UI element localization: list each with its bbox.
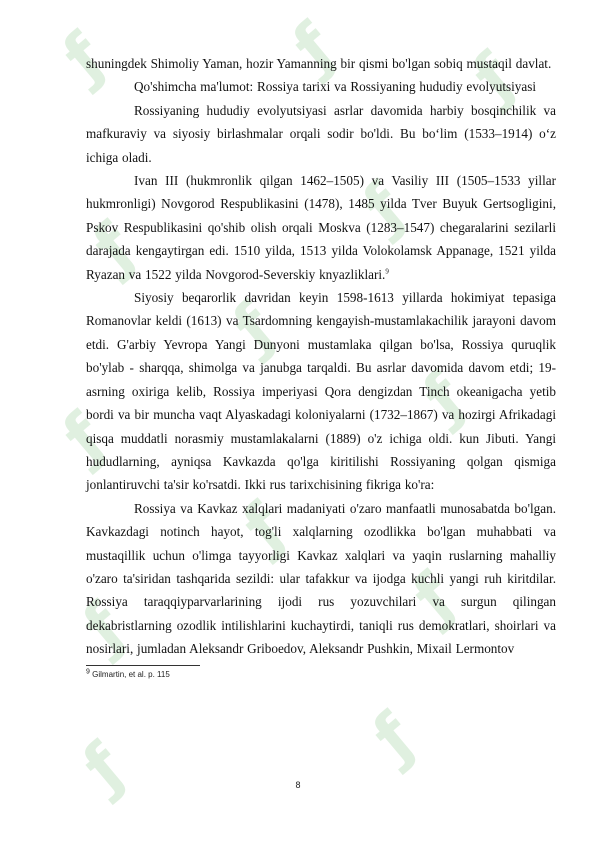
paragraph-see-also: Qo'shimcha ma'lumot: Rossiya tarixi va Rossiyaning hududiy evolyutsiyasi xyxy=(134,79,537,95)
watermark-logo: ƒ xyxy=(349,169,421,245)
watermark-logo: ƒ xyxy=(49,399,121,475)
watermark-logo: ƒ xyxy=(229,489,301,565)
watermark-logo: ƒ xyxy=(79,209,151,285)
page-number: 8 xyxy=(295,780,301,790)
watermark-logo: ƒ xyxy=(409,359,481,435)
watermark-logo: ƒ xyxy=(459,39,531,115)
paragraph-caucasus-culture: Rossiya va Kavkaz xalqlari madaniyati o'zaro manfaatli munosabatda bo'lgan. Kavkazdagi notinch hayot, tog'li xalqlarning ozodlikka bo'lgan muhabbati va mustaqillik uchun o'limga tayyorligi Kavkaz xalqlari va yaqin ruslarning mahalliy o'zaro ta'siridan tashqarida sezildi: ular tafakkur va ijodga kuchli yangi ruh kiritdilar. Rossiya taraqqiyparvarlarining ijodi rus yozuvchilari va surgun qilingan dekabristlarning ozodlik intilishlarini kuchaytirdi, taniqli rus demokratlari, shoirlari va nosirlari, jumladan Aleksandr Griboedov, Aleksandr Pushkin, Mixail Lermontov xyxy=(86,500,556,657)
watermark-logo: ƒ xyxy=(399,559,471,635)
paragraph-territorial-evolution: Rossiyaning hududiy evolyutsiyasi asrlar davomida harbiy bosqinchilik va mafkuraviy va siyosiy birlashmalar orqali sodir bo'ldi. Bu bo‘lim (1533–1914) o‘z ichiga oladi. xyxy=(86,102,556,165)
watermark-logo: ƒ xyxy=(279,9,351,85)
paragraph-continuation: shuningdek Shimoliy Yaman, hozir Yamanning bir qismi bo'lgan sobiq mustaqil davlat. xyxy=(86,56,552,71)
watermark-logo: ƒ xyxy=(69,589,141,665)
watermark-logo: ƒ xyxy=(359,699,431,775)
footnote xyxy=(86,669,556,681)
paragraph-romanovs: Siyosiy beqarorlik davridan keyin 1598-1613 yillarda hokimiyat tepasiga Romanovlar keldi (1613) va Tsardomning kengayish-mustamlakachilik jarayoni davom etdi. G'arbiy Yevropa Yangi Dunyoni mustamlaka qilgan bo'lsa, Rossiya quruqlik bo'ylab - sharqqa, shimolga va janubga tarqaldi. Bu asrlar davomida davom etdi; 19-asrning oxiriga kelib, Rossiya imperiyasi Qora dengizdan Tinch okeanigacha yetib bordi va bir muncha vaqt Alyaskadagi koloniyalarni (1732–1867) va hozirgi Afrikadagi qisqa muddatli norasmiy mustamlakalarni (1889) o'z ichiga oldi. kun Jibuti. Yangi hududlarning, ayniqsa Kavkazda qo'lga kiritilishi Rossiyaning qolgan qismiga jonlantiruvchi ta'sir ko'rsatdi. Ikki rus tarixchisining fikriga ko'ra: xyxy=(86,290,556,493)
paragraph-ivan-vasily xyxy=(86,169,556,286)
footnote-text: Gilmartin, et al. p. 115 xyxy=(92,669,170,679)
paragraph-text: Ivan III (hukmronlik qilgan 1462–1505) va Vasiliy III (1505–1533 yillar hukmronligi) Novgorod Respublikasini (1478), 1485 yilda Tver Buyuk Gertsogligini, Pskov Respublikasini qo'shib olish orqali Moskva (1283–1547) chegaralarini sezilarli darajada kengaytirgan edi. 1510 yilda, 1513 yilda Volokolamsk Appanage, 1521 yilda Ryazan va 1522 yilda Novgorod-Severskiy knyazliklari. xyxy=(86,173,556,282)
watermark-logo: ƒ xyxy=(219,289,291,365)
footnote-divider xyxy=(86,665,200,666)
watermark-logo: ƒ xyxy=(69,729,141,805)
footnote-reference[interactable]: 9 xyxy=(385,267,389,276)
watermark-logo: ƒ xyxy=(49,19,121,95)
document-body xyxy=(86,52,556,681)
footnote-marker: 9 xyxy=(86,667,90,675)
